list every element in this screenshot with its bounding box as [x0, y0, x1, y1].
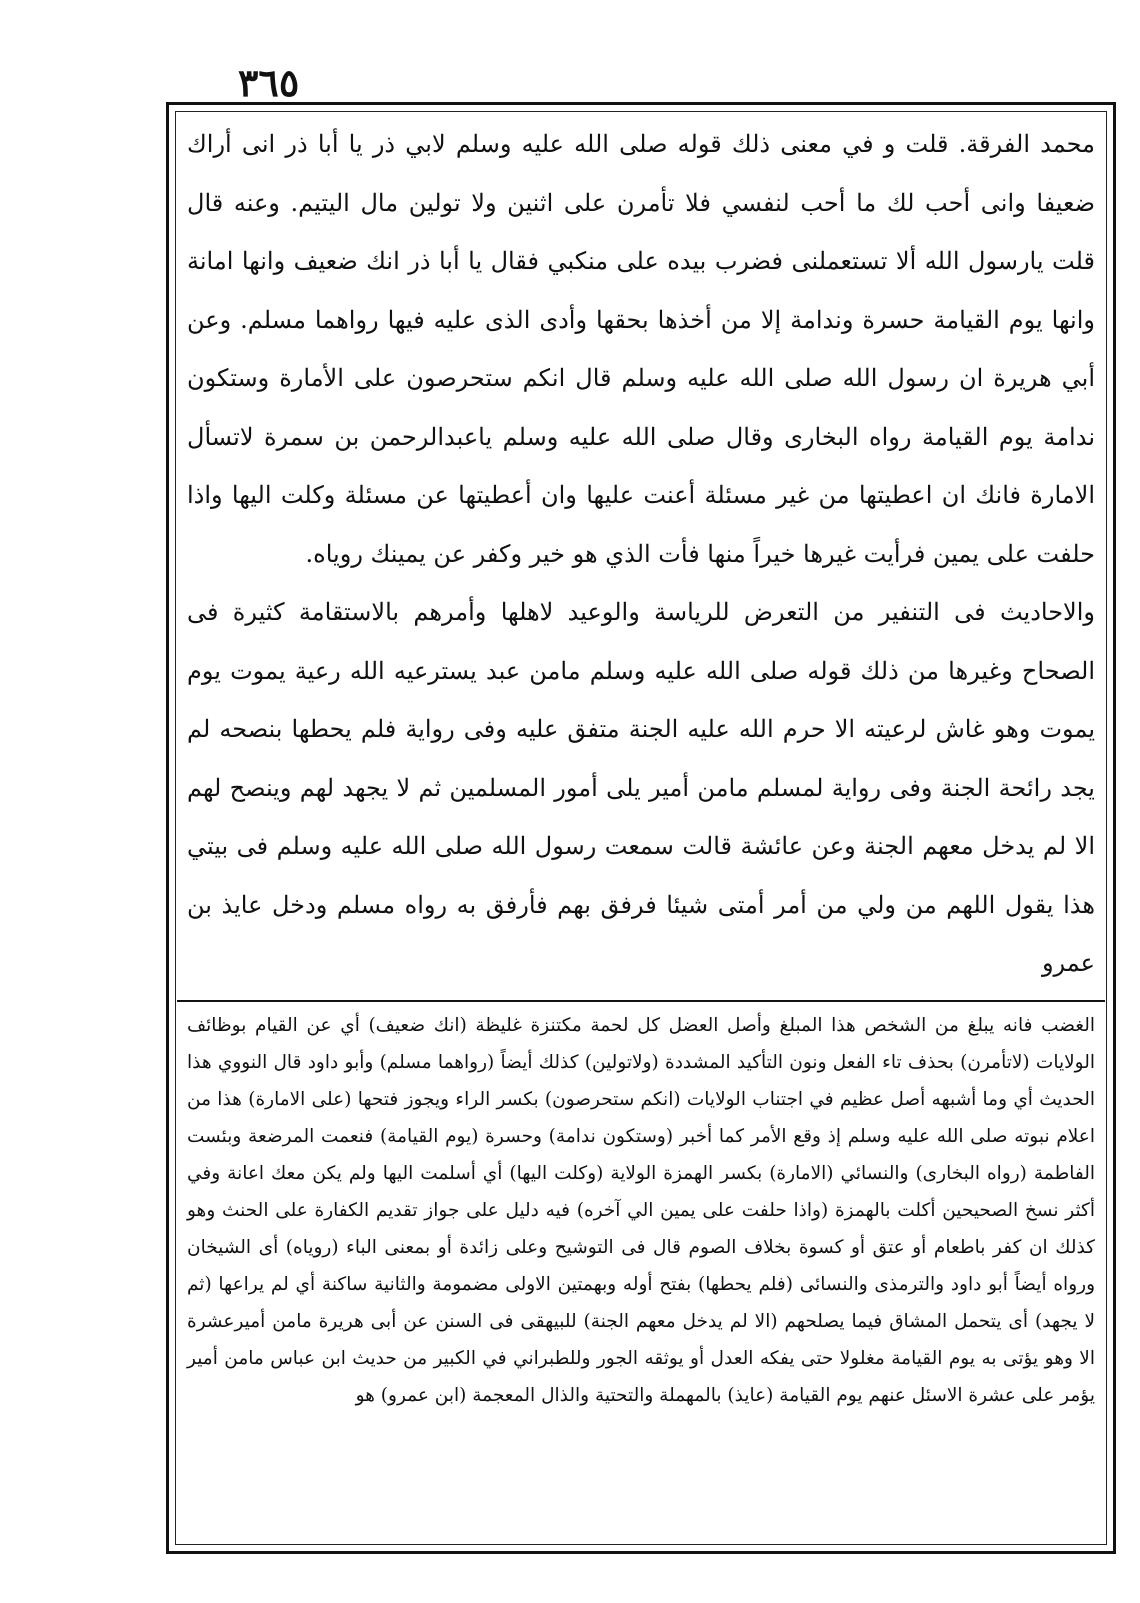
main-paragraph-2: والاحاديث فى التنفير من التعرض للرياسة والوعيد لاهلها وأمرهم بالاستقامة كثيرة فى الصحاح وغيرها من ذلك قوله صلى الله عليه وسلم مامن عبد يسترعيه الله رعية يموت يوم يموت وهو غاش لرعيته الا حرم الله عليه الجنة متفق عليه وفى رواية فلم يحطها بنصحه لم يجد رائحة الجنة وفى رواية لمسلم مامن أمير يلى أمور المسلمين ثم لا يجهد لهم وينصح لهم الا لم يدخل معهم الجنة وعن عائشة قالت سمعت رسول الله صلى الله عليه وسلم فى بيتي هذا يقول اللهم من ولي من أمر أمتى شيئا فرفق بهم فأرفق به رواه مسلم ودخل عايذ بن عمرو	[187, 598, 1095, 977]
commentary-paragraph: الغضب فانه يبلغ من الشخص هذا المبلغ وأصل العضل كل لحمة مكتنزة غليظة (انك ضعيف) أي عن القيام بوظائف الولايات (لاتأمرن) بحذف تاء الفعل ونون التأكيد المشددة (ولاتولين) كذلك أيضاً (رواهما مسلم) وأبو داود قال النووي هذا الحديث أي وما أشبهه أصل عظيم في اجتناب الولايات (انكم ستحرصون) بكسر الراء ويجوز فتحها (على الامارة) هذا من اعلام نبوته صلى الله عليه وسلم إذ وقع الأمر كما أخبر (وستكون ندامة) وحسرة (يوم القيامة) فنعمت المرضعة وبئست الفاطمة (رواه البخارى) والنسائي (الامارة) بكسر الهمزة الولاية (وكلت اليها) أي أسلمت اليها ولم يكن معك اعانة وفي أكثر نسخ الصحيحين أكلت بالهمزة (واذا حلفت على يمين الي آخره) فيه دليل على جواز تقديم الكفارة على الحنث وهو كذلك ان كفر باطعام أو عتق أو كسوة بخلاف الصوم قال فى التوشيح وعلى زائدة أو بمعنى الباء (روياه) أى الشيخان ورواه أيضاً أبو داود والترمذى والنسائى (فلم يحطها) بفتح أوله وبهمتين الاولى مضمومة والثانية ساكنة أي لم يراعها (ثم لا يجهد) أى يتحمل المشاق فيما يصلحهم (الا لم يدخل معهم الجنة) للبيهقى فى السنن عن أبى هريرة مامن أميرعشرة الا وهو يؤتى به يوم القيامة مغلولا حتى يفكه العدل أو يوثقه الجور وللطبراني في الكبير من حديث ابن عباس مامن أمير يؤمر على عشرة الاسئل عنهم يوم القيامة (عايذ) بالمهملة والتحتية والذال المعجمة (ابن عمرو) هو	[187, 1015, 1095, 1406]
page-frame	[166, 102, 1116, 1554]
footnote-divider	[177, 1000, 1105, 1002]
main-paragraph-1: محمد الفرقة. قلت و في معنى ذلك قوله صلى الله عليه وسلم لابي ذر يا أبا ذر انى أراك ضعيفا وانى أحب لك ما أحب لنفسي فلا تأمرن على اثنين ولا تولين مال اليتيم. وعنه قال قلت يارسول الله ألا تستعملنى فضرب بيده على منكبي فقال يا أبا ذر انك ضعيف وانها امانة وانها يوم القيامة حسرة وندامة إلا من أخذها بحقها وأدى الذى عليه فيها رواهما مسلم. وعن أبي هريرة ان رسول الله صلى الله عليه وسلم قال انكم ستحرصون على الأمارة وستكون ندامة يوم القيامة رواه البخارى وقال صلى الله عليه وسلم ياعبدالرحمن بن سمرة لاتسأل الامارة فانك ان اعطيتها من غير مسئلة أعنت عليها وان أعطيتها عن مسئلة وكلت اليها واذا حلفت على يمين فرأيت غيرها خيراً منها فأت الذي هو خير وكفر عن يمينك روياه.	[187, 130, 1096, 568]
commentary-body	[187, 1007, 1095, 1539]
page-number: ٣٦٥	[238, 60, 300, 105]
main-text-body	[187, 115, 1095, 995]
